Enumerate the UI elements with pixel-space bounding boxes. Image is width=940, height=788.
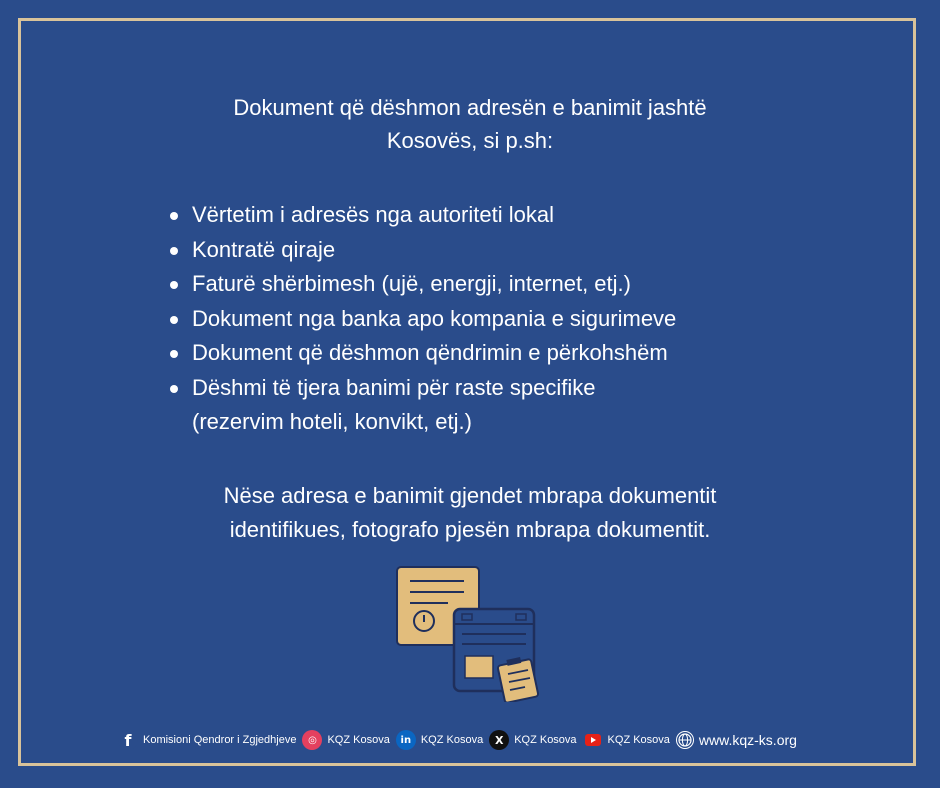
intro-text xyxy=(120,91,820,157)
instagram-label: KQZ Kosova xyxy=(327,734,390,746)
list-item: Faturë shërbimesh (ujë, energji, internet, etj.) xyxy=(166,267,846,302)
list-item: Dëshmi të tjera banimi për raste specifike xyxy=(166,371,846,406)
outro-line-1: Nëse adresa e banimit gjendet mbrapa dokumentit xyxy=(223,483,717,508)
linkedin-label: KQZ Kosova xyxy=(420,734,484,746)
website-link[interactable] xyxy=(676,731,797,749)
youtube-icon xyxy=(583,730,603,750)
list-item: Vërtetim i adresës nga autoriteti lokal xyxy=(166,198,846,233)
facebook-label: Komisioni Qendror i Zgjedhjeve xyxy=(143,734,297,746)
facebook-icon: f xyxy=(118,730,138,750)
facebook-link[interactable] xyxy=(118,730,296,750)
document-list xyxy=(166,198,846,440)
instagram-icon: ◎ xyxy=(302,730,322,750)
linkedin-link[interactable] xyxy=(396,730,483,750)
globe-icon xyxy=(676,731,694,749)
outro-line-2: identifikues, fotografo pjesën mbrapa dokumentit. xyxy=(229,517,711,542)
list-item-continuation: (rezervim hoteli, konvikt, etj.) xyxy=(192,409,472,434)
intro-line-2: Kosovës, si p.sh: xyxy=(386,128,554,153)
youtube-label: KQZ Kosova xyxy=(607,734,670,746)
list-item: Dokument nga banka apo kompania e sigurimeve xyxy=(166,302,846,337)
social-footer xyxy=(118,726,838,754)
linkedin-icon: in xyxy=(396,730,416,750)
outro-text xyxy=(120,479,820,547)
x-label: KQZ Kosova xyxy=(514,734,577,746)
list-item: Kontratë qiraje xyxy=(166,233,846,268)
youtube-link[interactable] xyxy=(583,730,670,750)
intro-line-1: Dokument që dëshmon adresën e banimit jashtë xyxy=(233,95,707,120)
x-icon: X xyxy=(489,730,509,750)
instagram-link[interactable] xyxy=(302,730,389,750)
x-link[interactable] xyxy=(489,730,576,750)
documents-illustration xyxy=(388,562,558,702)
list-item: Dokument që dëshmon qëndrimin e përkohshëm xyxy=(166,336,846,371)
website-label: www.kqz-ks.org xyxy=(698,732,797,748)
